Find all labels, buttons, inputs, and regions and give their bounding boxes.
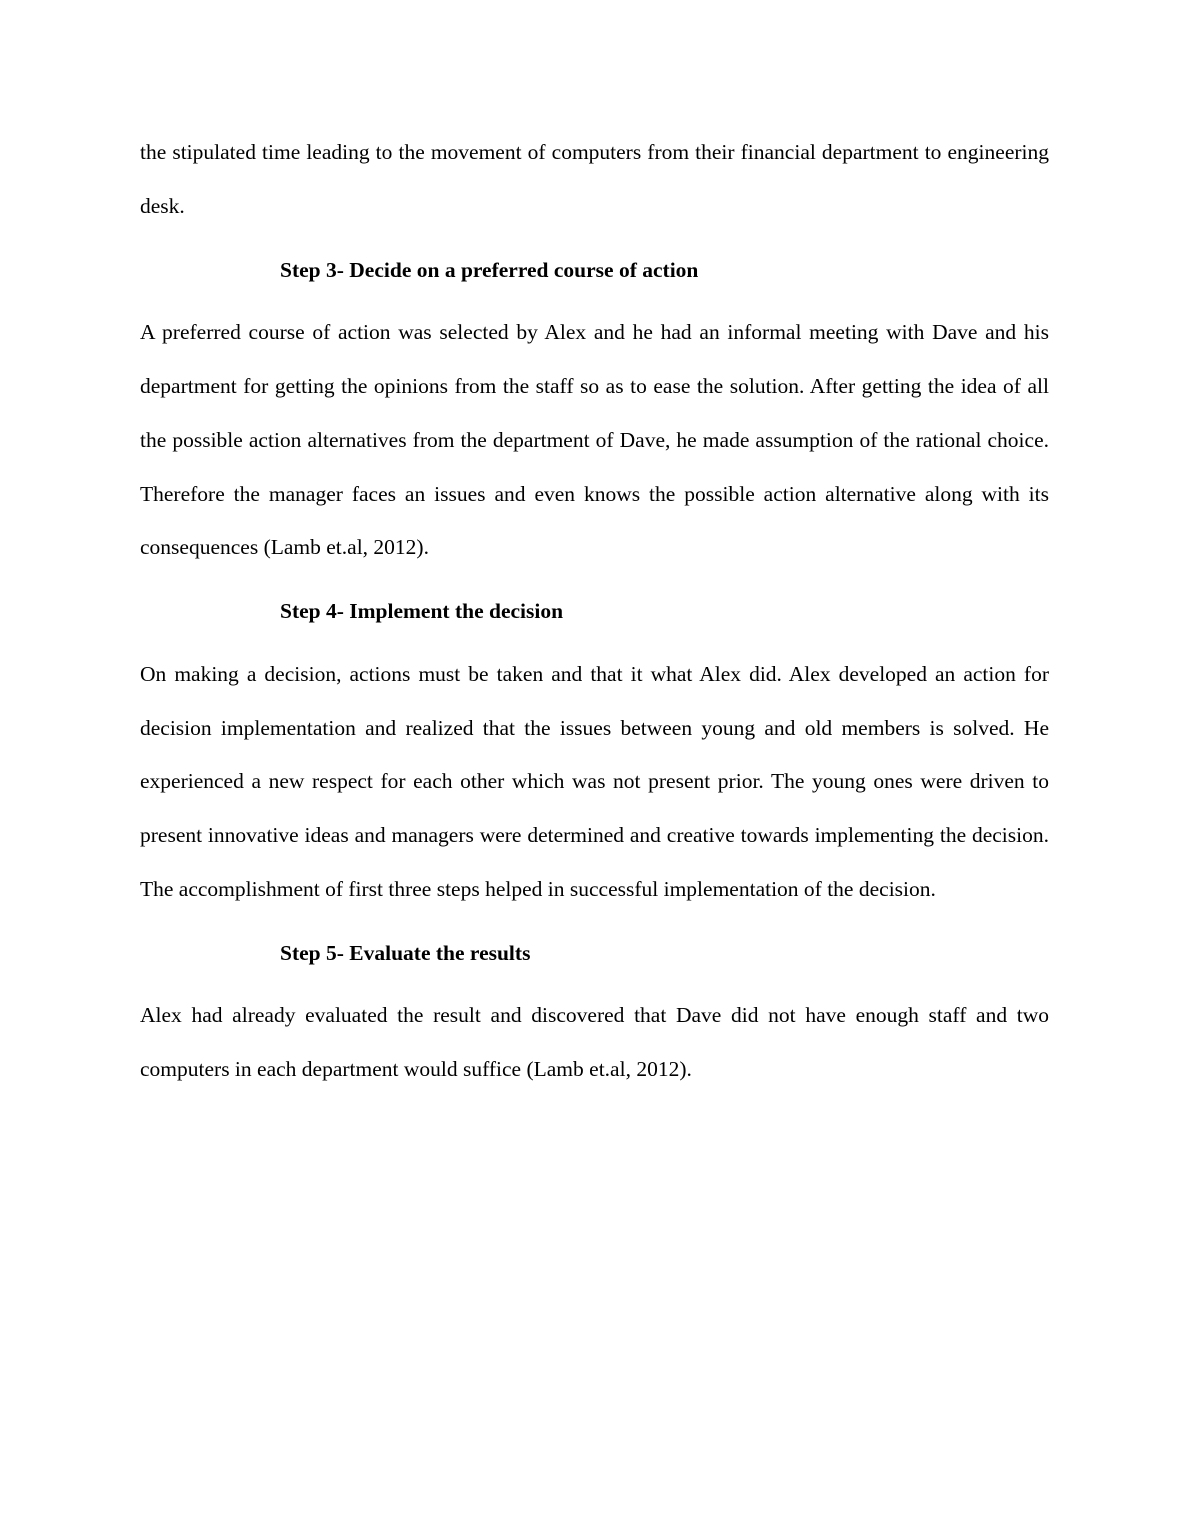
section-heading-step-5: Step 5- Evaluate the results — [280, 940, 531, 965]
section-heading-step-4: Step 4- Implement the decision — [280, 599, 564, 624]
section-body-step-5: Alex had already evaluated the result and discovered that Dave did not have enough staff and two computers in each department would suffice (Lamb et.al, 2012). — [140, 1003, 1049, 1082]
intro-paragraph: the stipulated time leading to the movement of computers from their financial department to engineering desk. — [140, 140, 1049, 218]
section-body-step-3: A preferred course of action was selected by Alex and he had an informal meeting with Dave and his department for getting the opinions from the staff so as to ease the solution. After getting the idea of all the possible action alternatives from the department of Dave, he made assumption of the rational choice. Therefore the manager faces an issues and even knows the possible action alternative along with its consequences (Lamb et.al, 2012). — [140, 320, 1049, 560]
document-page — [140, 126, 1049, 1097]
section-heading-step-3: Step 3- Decide on a preferred course of action — [280, 257, 699, 282]
section-body-step-4: On making a decision, actions must be taken and that it what Alex did. Alex developed an action for decision implementation and realized that the issues between young and old members is solved. He experienced a new respect for each other which was not present prior. The young ones were driven to present innovative ideas and managers were determined and creative towards implementing the decision. The accomplishment of first three steps helped in successful implementation of the decision. — [140, 661, 1049, 901]
